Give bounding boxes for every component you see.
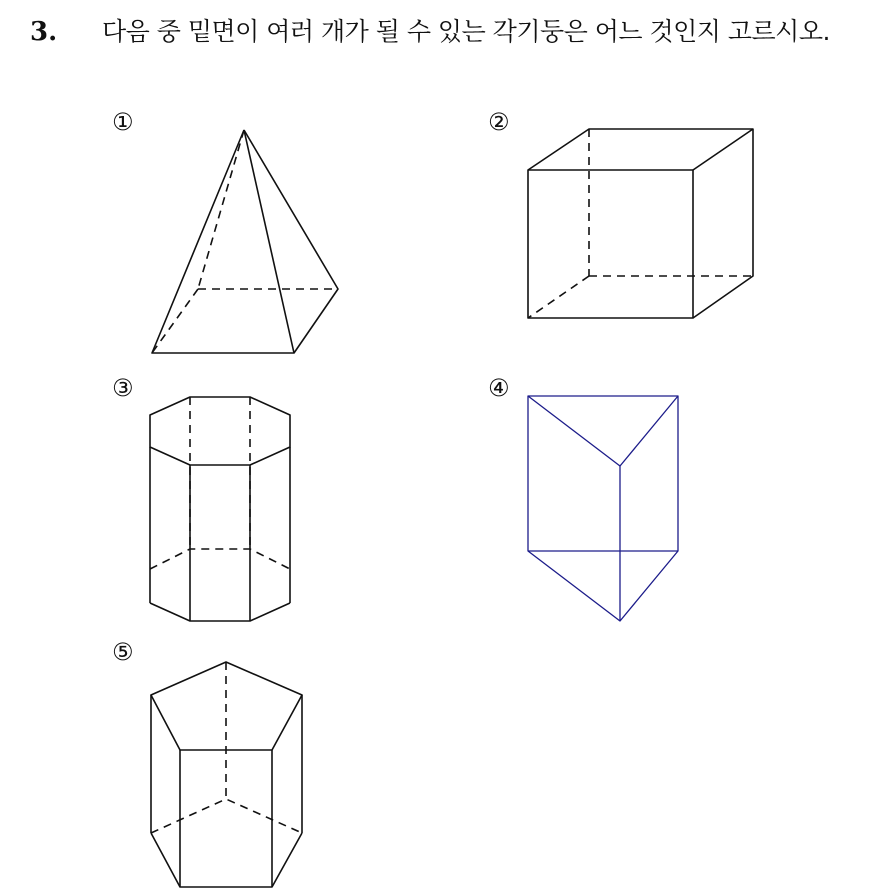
choice-marker-4[interactable]: ④ — [488, 374, 510, 402]
figure-1-quadrangular-pyramid[interactable] — [152, 130, 338, 353]
choice-marker-2[interactable]: ② — [488, 108, 510, 136]
figure-2-cube[interactable] — [528, 129, 753, 318]
choice-marker-3[interactable]: ③ — [112, 374, 134, 402]
figure-4-triangular-prism[interactable] — [528, 396, 678, 621]
choice-marker-5[interactable]: ⑤ — [112, 638, 134, 666]
figure-5-pentagonal-prism[interactable] — [151, 662, 302, 887]
question-number: 3. — [30, 17, 58, 47]
question-text: 다음 중 밑면이 여러 개가 될 수 있는 각기둥은 어느 것인지 고르시오. — [102, 17, 830, 46]
choice-marker-1[interactable]: ① — [112, 108, 134, 136]
figure-3-hexagonal-prism[interactable] — [150, 397, 290, 621]
